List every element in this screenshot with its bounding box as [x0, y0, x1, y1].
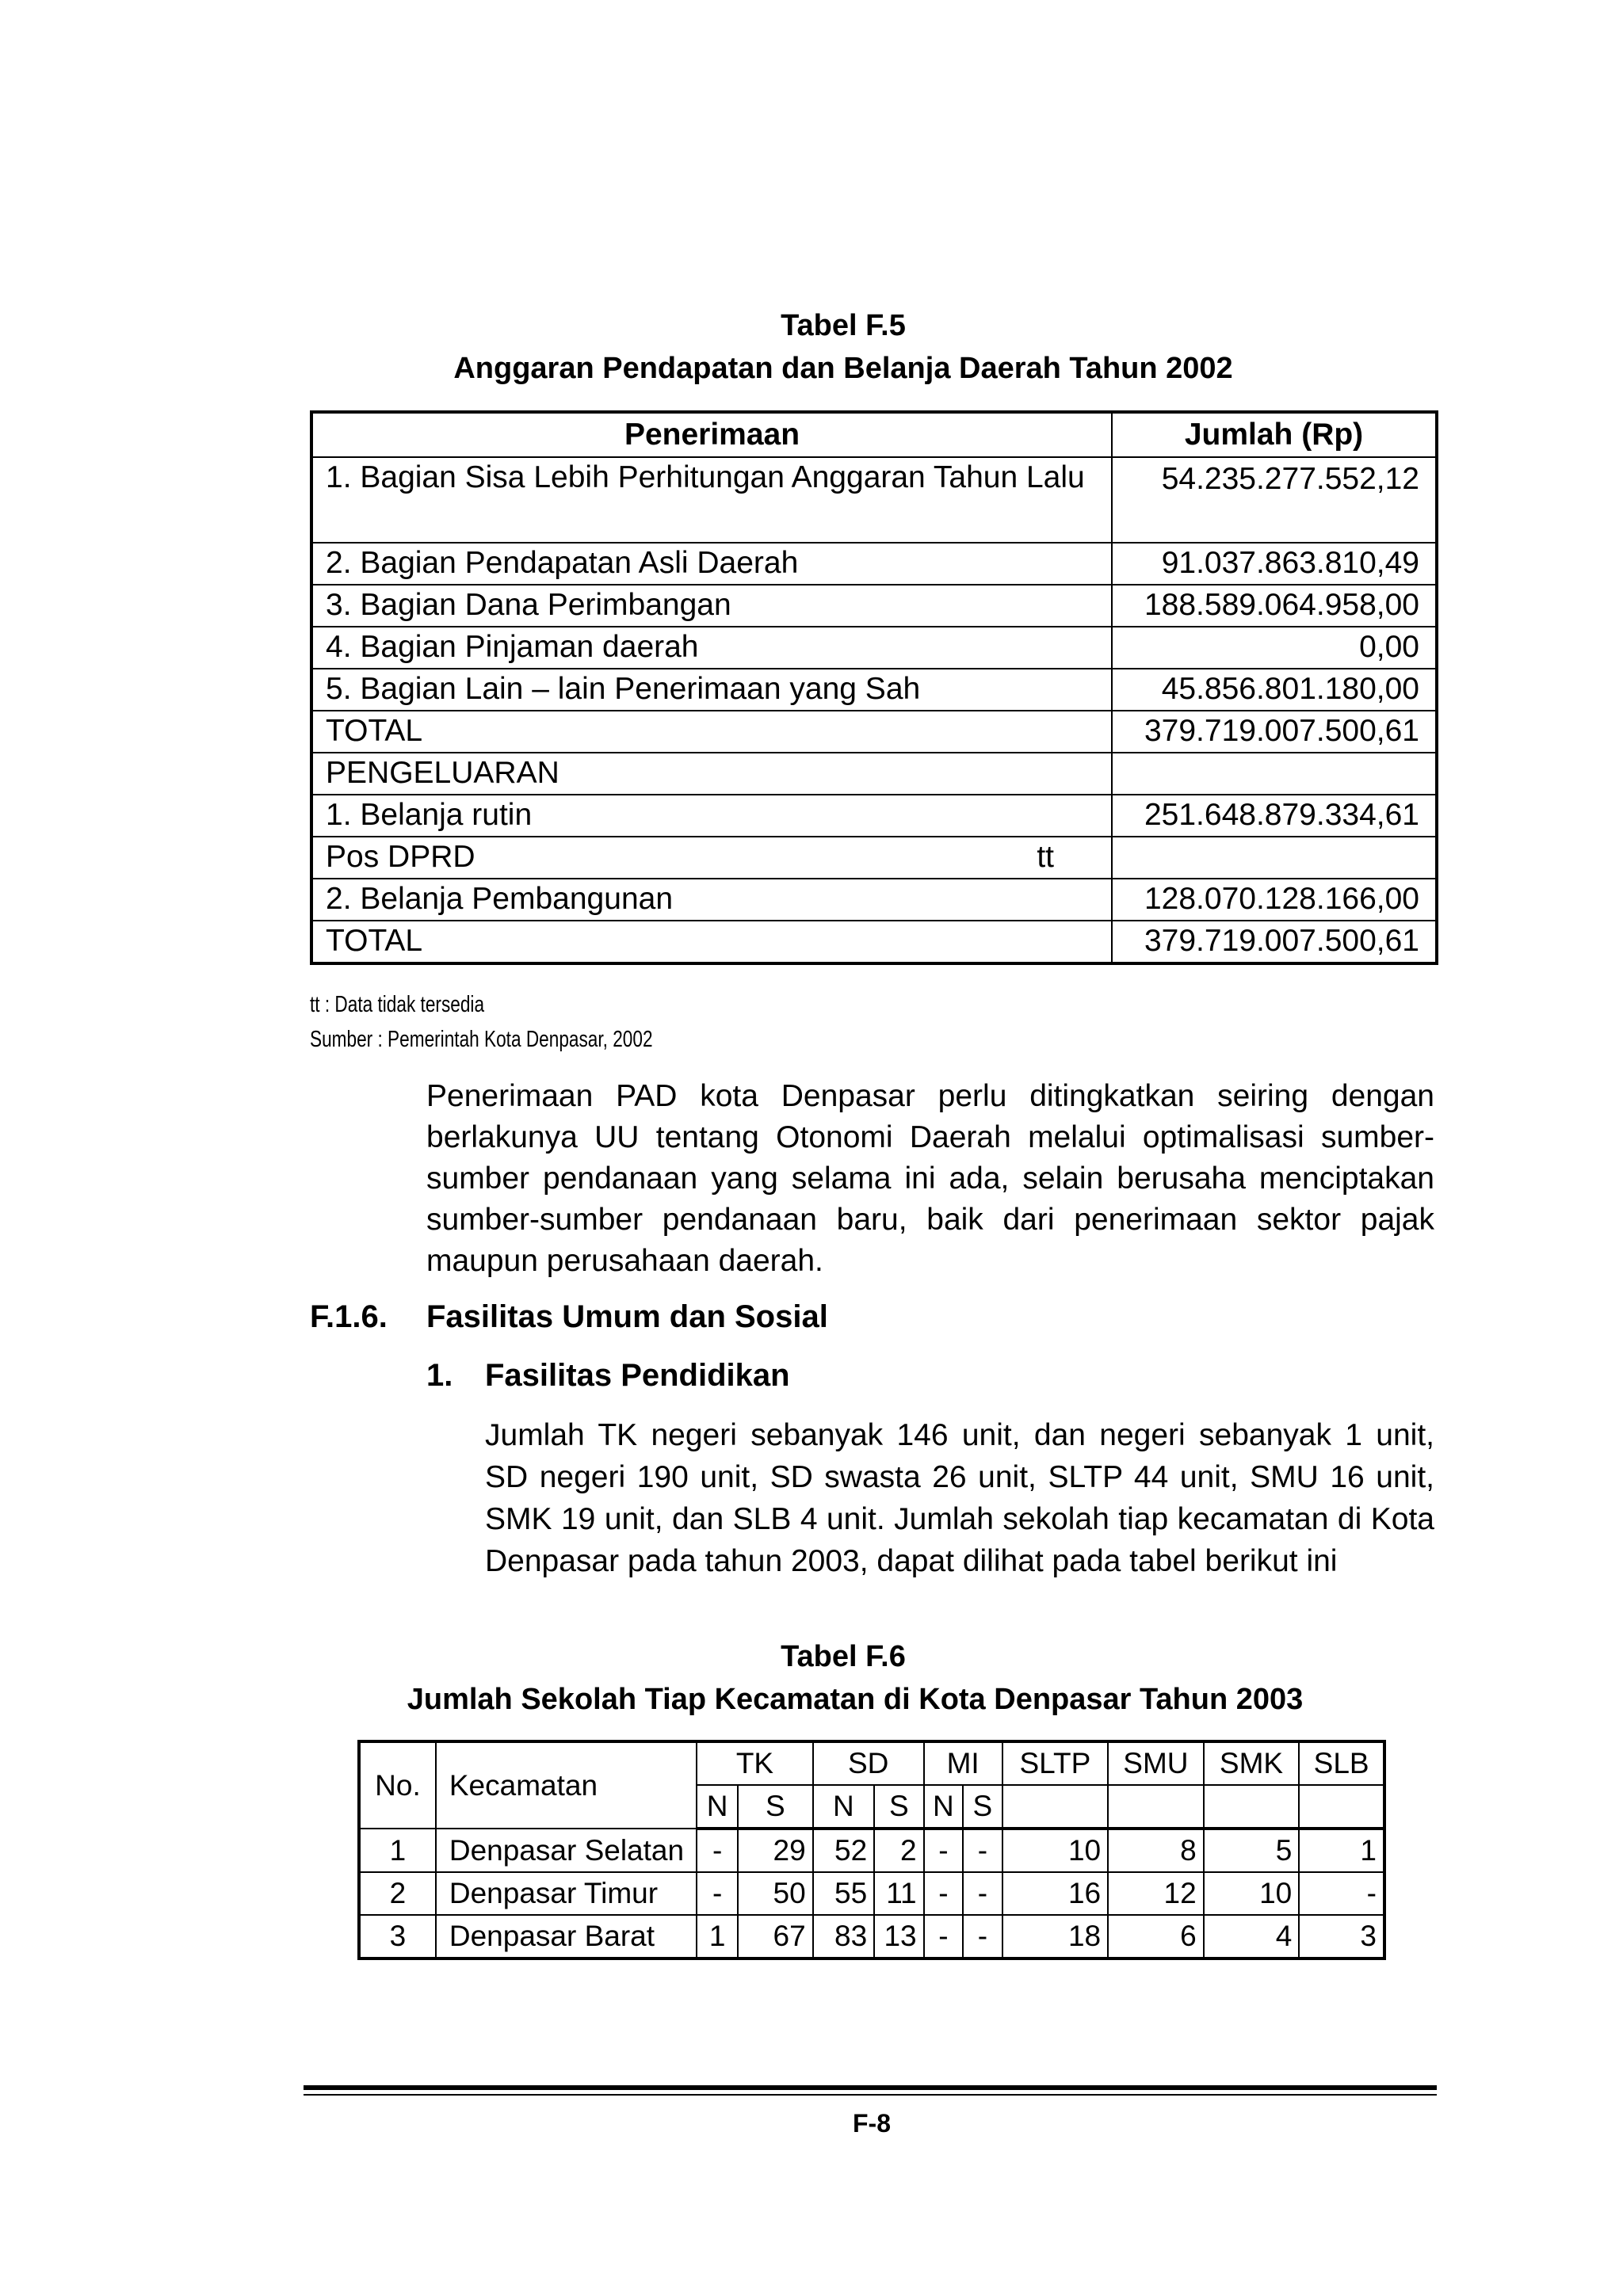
cell-mi-n: - [924, 1872, 964, 1915]
row-amount: 379.719.007.500,61 [1112, 711, 1437, 753]
header-tk-s: S [738, 1785, 813, 1829]
cell-sd-s: 11 [874, 1872, 923, 1915]
cell-kecamatan: Denpasar Timur [436, 1872, 697, 1915]
table-f6-title: Jumlah Sekolah Tiap Kecamatan di Kota Denpasar Tahun 2003 [407, 1683, 1304, 1716]
cell-tk-n: - [697, 1872, 738, 1915]
cell-smk: 4 [1204, 1915, 1300, 1958]
row-label: 5. Bagian Lain – lain Penerimaan yang Sah [311, 669, 1112, 711]
row-amount [1112, 753, 1437, 795]
paragraph-education: Jumlah TK negeri sebanyak 146 unit, dan negeri sebanyak 1 unit, SD negeri 190 unit, SD swasta 26 unit, SLTP 44 unit, SMU 16 unit, SMK 19 unit, dan SLB 4 unit. Jumlah sekolah tiap kecamatan di Kota Denpasar pada tahun 2003, dapat dilihat pada tabel berikut ini [485, 1418, 1434, 1578]
table-row [311, 795, 1437, 837]
paragraph-pad: Penerimaan PAD kota Denpasar perlu ditingkatkan seiring dengan berlakunya UU tentang Otonomi Daerah melalui optimalisasi sumber-sumber pendanaan yang selama ini ada, selain berusaha menciptakan sumber-sumber pendanaan baru, baik dari penerimaan sektor pajak maupun perusahaan daerah. [426, 1079, 1434, 1278]
cell-kecamatan: Denpasar Barat [436, 1915, 697, 1958]
table-row [311, 543, 1437, 585]
header-jumlah: Jumlah (Rp) [1112, 412, 1437, 457]
table-row [311, 711, 1437, 753]
table-row [311, 457, 1437, 543]
row-label: 2. Bagian Pendapatan Asli Daerah [311, 543, 1112, 585]
table-f5-footnote: tt : Data tidak tersedia [310, 992, 485, 1017]
cell-slb: 3 [1299, 1915, 1384, 1958]
table-header-row [359, 1741, 1384, 1785]
section-number: F.1.6. [310, 1299, 388, 1334]
header-tk: TK [697, 1741, 812, 1785]
page-number: F-8 [853, 2109, 891, 2138]
row-amount: 379.719.007.500,61 [1112, 921, 1437, 963]
cell-sltp: 16 [1002, 1872, 1108, 1915]
cell-mi-n: - [924, 1829, 964, 1872]
cell-smk: 5 [1204, 1829, 1300, 1872]
table-f5 [310, 410, 1438, 965]
row-label: 1. Belanja rutin [311, 795, 1112, 837]
row-label: Pos DPRD [326, 840, 475, 874]
cell-sltp: 18 [1002, 1915, 1108, 1958]
cell-sd-s: 2 [874, 1829, 923, 1872]
table-f5-source: Sumber : Pemerintah Kota Denpasar, 2002 [310, 1027, 653, 1052]
cell-sd-s: 13 [874, 1915, 923, 1958]
row-amount: 188.589.064.958,00 [1112, 585, 1437, 627]
row-label: TOTAL [311, 711, 1112, 753]
subsection-title: Fasilitas Pendidikan [485, 1358, 790, 1393]
section-title: Fasilitas Umum dan Sosial [426, 1299, 828, 1334]
cell-kecamatan: Denpasar Selatan [436, 1829, 697, 1872]
header-mi: MI [924, 1741, 1002, 1785]
row-note: tt [1037, 840, 1054, 874]
header-empty [1204, 1785, 1300, 1829]
footer-rule-thick [304, 2085, 1437, 2090]
header-kecamatan: Kecamatan [436, 1741, 697, 1829]
row-amount [1112, 837, 1437, 879]
row-label: 2. Belanja Pembangunan [311, 879, 1112, 921]
row-label: 4. Bagian Pinjaman daerah [311, 627, 1112, 669]
table-row [311, 753, 1437, 795]
header-sd-s: S [874, 1785, 923, 1829]
header-sd: SD [813, 1741, 924, 1785]
cell-slb: 1 [1299, 1829, 1384, 1872]
header-empty [1002, 1785, 1108, 1829]
header-smk: SMK [1204, 1741, 1300, 1785]
table-row [311, 837, 1437, 879]
row-amount: 0,00 [1112, 627, 1437, 669]
row-amount: 128.070.128.166,00 [1112, 879, 1437, 921]
table-f5-caption: Tabel F.5 [781, 309, 906, 342]
cell-tk-n: - [697, 1829, 738, 1872]
header-smu: SMU [1108, 1741, 1204, 1785]
cell-smu: 6 [1108, 1915, 1204, 1958]
table-row [311, 585, 1437, 627]
header-sd-n: N [813, 1785, 875, 1829]
table-row [311, 627, 1437, 669]
cell-smu: 12 [1108, 1872, 1204, 1915]
header-mi-s: S [963, 1785, 1002, 1829]
table-row [311, 669, 1437, 711]
cell-sltp: 10 [1002, 1829, 1108, 1872]
row-label: 1. Bagian Sisa Lebih Perhitungan Anggaran Tahun Lalu [311, 457, 1112, 543]
header-penerimaan: Penerimaan [311, 412, 1112, 457]
header-mi-n: N [924, 1785, 964, 1829]
row-label-cell [311, 837, 1112, 879]
header-no: No. [359, 1741, 436, 1829]
row-amount: 45.856.801.180,00 [1112, 669, 1437, 711]
subsection-number: 1. [426, 1358, 453, 1393]
table-row [359, 1872, 1384, 1915]
footer-rule-thin [304, 2094, 1437, 2096]
row-amount: 251.648.879.334,61 [1112, 795, 1437, 837]
cell-mi-n: - [924, 1915, 964, 1958]
cell-tk-s: 67 [738, 1915, 813, 1958]
row-label: 3. Bagian Dana Perimbangan [311, 585, 1112, 627]
cell-sd-n: 52 [813, 1829, 875, 1872]
cell-no: 1 [359, 1829, 436, 1872]
table-f6-caption: Tabel F.6 [781, 1640, 906, 1673]
cell-mi-s: - [963, 1915, 1002, 1958]
cell-no: 2 [359, 1872, 436, 1915]
cell-tk-s: 29 [738, 1829, 813, 1872]
table-f5-title: Anggaran Pendapatan dan Belanja Daerah Tahun 2002 [453, 352, 1233, 385]
cell-sd-n: 83 [813, 1915, 875, 1958]
table-header-row [311, 412, 1437, 457]
row-amount: 91.037.863.810,49 [1112, 543, 1437, 585]
header-empty [1108, 1785, 1204, 1829]
table-row [311, 921, 1437, 963]
cell-no: 3 [359, 1915, 436, 1958]
cell-slb: - [1299, 1872, 1384, 1915]
cell-smu: 8 [1108, 1829, 1204, 1872]
cell-smk: 10 [1204, 1872, 1300, 1915]
cell-tk-s: 50 [738, 1872, 813, 1915]
cell-mi-s: - [963, 1829, 1002, 1872]
header-tk-n: N [697, 1785, 738, 1829]
header-empty [1299, 1785, 1384, 1829]
header-sltp: SLTP [1002, 1741, 1108, 1785]
table-row [359, 1915, 1384, 1958]
cell-tk-n: 1 [697, 1915, 738, 1958]
header-slb: SLB [1299, 1741, 1384, 1785]
row-amount: 54.235.277.552,12 [1112, 457, 1437, 543]
table-row [311, 879, 1437, 921]
row-label: TOTAL [311, 921, 1112, 963]
cell-mi-s: - [963, 1872, 1002, 1915]
table-row [359, 1829, 1384, 1872]
table-f6 [357, 1740, 1386, 1960]
row-label: PENGELUARAN [311, 753, 1112, 795]
cell-sd-n: 55 [813, 1872, 875, 1915]
